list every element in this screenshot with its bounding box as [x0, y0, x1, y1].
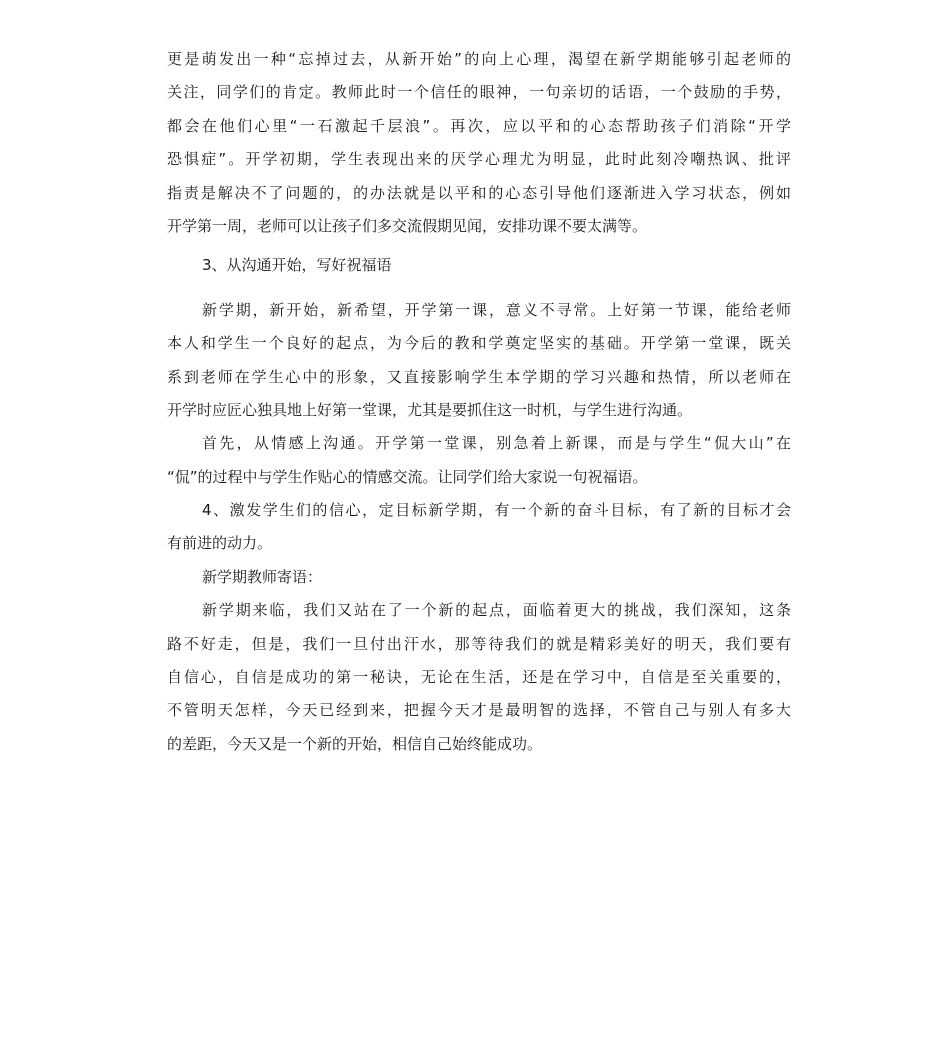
paragraph-teacher-message	[167, 594, 791, 761]
text-line: 新学期来临，我们又站在了一个新的起点，面临着更大的挑战，我们深知，这条	[202, 601, 791, 620]
text-line: 有前进的动力。	[167, 534, 273, 553]
text-line: 更是萌发出一种“忘掉过去，从新开始”的向上心理，渴望在新学期能够引起老师的	[167, 50, 791, 68]
text-line: 开学第一周，老师可以让孩子们多交流假期见闻，安排功课不要太满等。	[167, 216, 648, 235]
paragraph-new-semester	[167, 294, 791, 428]
paragraph-continuation	[167, 43, 791, 243]
text-line: 都会在他们心里“一石激起千层浪”。再次，应以平和的心态帮助孩子们消除“开学	[167, 116, 791, 135]
text-line: 开学时应匠心独具地上好第一堂课，尤其是要抓住这一时机，与学生进行沟通。	[167, 400, 693, 419]
text-line: 系到老师在学生心中的形象，又直接影响学生本学期的学习兴趣和热情，所以老师在	[167, 367, 791, 386]
text-line: 新学期，新开始，新希望，开学第一课，意义不寻常。上好第一节课，能给老师	[202, 300, 791, 319]
text-line: 本人和学生一个良好的起点，为今后的教和学奠定坚实的基础。开学第一堂课，既关	[167, 334, 791, 353]
text-line: 关注，同学们的肯定。教师此时一个信任的眼神，一句亲切的话语，一个鼓励的手势，	[167, 83, 791, 102]
document-body	[167, 43, 791, 761]
text-line: 首先，从情感上沟通。开学第一堂课，别急着上新课，而是与学生“侃大山”在	[202, 434, 791, 453]
subheading-teacher-message: 新学期教师寄语：	[202, 567, 323, 586]
text-line: “侃”的过程中与学生作贴心的情感交流。让同学们给大家说一句祝福语。	[167, 467, 648, 486]
text-line: 不管明天怎样，今天已经到来，把握今天才是最明智的选择，不管自己与别人有多大	[167, 701, 791, 720]
text-line: 指责是解决不了问题的，的办法就是以平和的心态引导他们逐渐进入学习状态，例如	[167, 183, 791, 202]
paragraph-emotional-communication	[167, 427, 791, 494]
text-line: 4、激发学生们的信心，定目标新学期，有一个新的奋斗目标，有了新的目标才会	[202, 501, 791, 520]
section-heading-3: 3、从沟通开始，写好祝福语	[202, 256, 392, 275]
text-line: 路不好走，但是，我们一旦付出汗水，那等待我们的就是精彩美好的明天，我们要有	[167, 634, 791, 653]
text-line: 恐惧症”。开学初期，学生表现出来的厌学心理尤为明显，此时此刻冷嘲热讽、批评	[167, 150, 791, 169]
section-heading-4	[167, 494, 791, 561]
text-line: 的差距，今天又是一个新的开始，相信自己始终能成功。	[167, 734, 543, 753]
text-line: 自信心，自信是成功的第一秘诀，无论在生活，还是在学习中，自信是至关重要的，	[167, 668, 791, 687]
